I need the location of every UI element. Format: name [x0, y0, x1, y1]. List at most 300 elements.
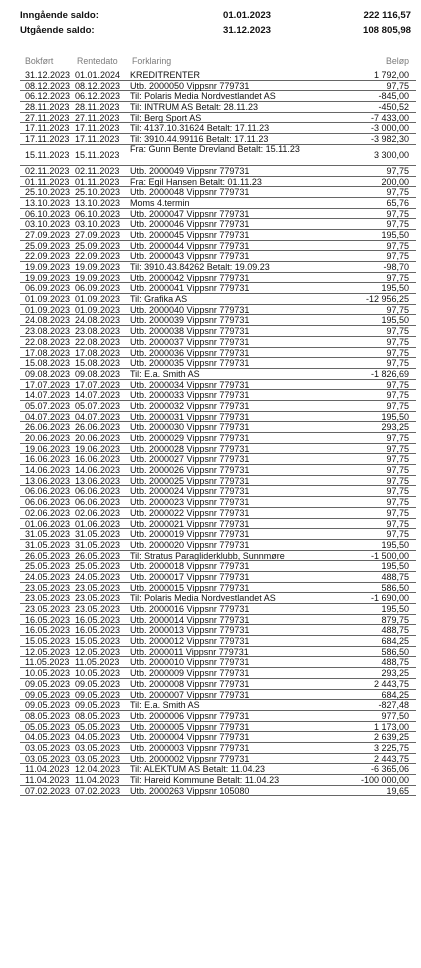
description: Utb. 2000032 Vippsnr 779731 [130, 400, 250, 411]
booked-date: 06.06.2023 [25, 497, 71, 508]
table-row [20, 593, 416, 604]
booked-date: 15.11.2023 [25, 149, 70, 160]
booked-date: 31.05.2023 [25, 529, 71, 540]
description: Utb. 2000010 Vippsnr 779731 [130, 657, 250, 668]
table-row [20, 690, 416, 701]
description: Til: Berg Sport AS [130, 112, 202, 123]
booked-date: 03.05.2023 [25, 742, 71, 753]
description: Utb. 2000044 Vippsnr 779731 [130, 240, 250, 251]
table-row [20, 615, 416, 626]
amount: -1 690,00 [370, 593, 409, 604]
description: Utb. 2000048 Vippsnr 779731 [130, 187, 250, 198]
booked-date: 09.05.2023 [25, 689, 71, 700]
table-row [20, 294, 416, 305]
closing-balance-amount: 108 805,98 [362, 25, 411, 36]
interest-date: 01.09.2023 [75, 294, 121, 305]
closing-balance-row [20, 23, 416, 38]
amount: -845,00 [378, 91, 409, 102]
booked-date: 07.02.2023 [25, 785, 71, 796]
table-row [20, 561, 416, 572]
amount: 65,76 [386, 197, 409, 208]
amount: 1 792,00 [373, 70, 409, 80]
description: Utb. 2000046 Vippsnr 779731 [130, 219, 250, 230]
table-row [20, 743, 416, 754]
description: Utb. 2000039 Vippsnr 779731 [130, 315, 250, 326]
interest-date: 17.08.2023 [75, 347, 121, 358]
interest-date: 04.07.2023 [75, 411, 121, 422]
description: Til: 3910.44.99116 Betalt: 17.11.23 [130, 134, 269, 145]
booked-date: 27.11.2023 [25, 112, 70, 123]
description: Utb. 2000005 Vippsnr 779731 [130, 721, 250, 732]
amount: 586,50 [381, 582, 409, 593]
interest-date: 16.06.2023 [75, 454, 121, 465]
booked-date: 23.05.2023 [25, 593, 71, 604]
amount: 97,75 [386, 454, 409, 465]
amount: 97,75 [386, 208, 409, 219]
description: Utb. 2000042 Vippsnr 779731 [130, 272, 250, 283]
table-row [20, 486, 416, 497]
table-row [20, 134, 416, 145]
interest-date: 20.06.2023 [75, 433, 121, 443]
booked-date: 23.08.2023 [25, 326, 71, 337]
booked-date: 17.08.2023 [25, 347, 71, 358]
booked-date: 06.06.2023 [25, 486, 71, 497]
description: Utb. 2000036 Vippsnr 779731 [130, 347, 250, 358]
amount: 97,75 [386, 486, 409, 497]
interest-date: 13.10.2023 [75, 197, 121, 208]
description: Utb. 2000002 Vippsnr 779731 [130, 753, 250, 764]
interest-date: 25.10.2023 [75, 187, 121, 198]
amount: -6 365,06 [370, 764, 409, 775]
table-row [20, 166, 416, 177]
amount: 97,75 [386, 358, 409, 369]
table-row [20, 497, 416, 508]
amount: 879,75 [381, 614, 409, 625]
table-row [20, 786, 416, 797]
description: Utb. 2000022 Vippsnr 779731 [130, 507, 250, 518]
opening-balance-amount: 222 116,57 [363, 10, 411, 21]
amount: -98,70 [383, 262, 409, 272]
amount: 97,75 [386, 400, 409, 411]
table-row [20, 433, 416, 444]
interest-date: 06.06.2023 [75, 497, 121, 508]
interest-date: 03.10.2023 [75, 219, 121, 230]
column-header-amount: Beløp [386, 56, 409, 66]
amount: -100 000,00 [360, 775, 409, 785]
description: Til: 3910.43.84262 Betalt: 19.09.23 [130, 262, 270, 272]
booked-date: 26.05.2023 [25, 550, 71, 561]
column-header-description: Forklaring [132, 56, 172, 66]
table-row [20, 209, 416, 220]
description: Utb. 2000019 Vippsnr 779731 [130, 529, 250, 540]
booked-date: 16.06.2023 [25, 454, 71, 465]
table-row [20, 679, 416, 690]
booked-date: 14.07.2023 [25, 390, 71, 401]
description: Til: Polaris Media Nordvestlandet AS [130, 593, 276, 604]
table-row [20, 326, 416, 337]
interest-date: 25.05.2023 [75, 561, 121, 572]
amount: 195,50 [381, 283, 409, 294]
column-header-booked: Bokført [25, 56, 54, 66]
interest-date: 11.05.2023 [75, 657, 120, 668]
amount: -12 956,25 [365, 294, 409, 305]
description: Utb. 2000011 Vippsnr 779731 [130, 646, 249, 657]
interest-date: 19.06.2023 [75, 443, 121, 454]
interest-date: 19.09.2023 [75, 262, 121, 272]
booked-date: 03.05.2023 [25, 753, 71, 764]
amount: 200,00 [381, 176, 409, 187]
table-row [20, 636, 416, 647]
description: Utb. 2000024 Vippsnr 779731 [130, 486, 250, 497]
description: Utb. 2000013 Vippsnr 779731 [130, 625, 250, 636]
table-row [20, 551, 416, 562]
interest-date: 16.05.2023 [75, 625, 121, 636]
table-row [20, 508, 416, 519]
interest-date: 05.07.2023 [75, 400, 121, 411]
table-row [20, 273, 416, 284]
description: Til: E.a. Smith AS [130, 700, 200, 711]
interest-date: 02.06.2023 [75, 507, 121, 518]
booked-date: 06.10.2023 [25, 208, 71, 219]
amount: 97,75 [386, 187, 409, 198]
description: Utb. 2000003 Vippsnr 779731 [130, 742, 250, 753]
column-header-interest-date: Rentedato [77, 56, 118, 66]
interest-date: 03.05.2023 [75, 742, 121, 753]
table-row [20, 572, 416, 583]
description: Utb. 2000027 Vippsnr 779731 [130, 454, 250, 465]
amount: -827,48 [378, 700, 409, 711]
amount: -1 500,00 [370, 550, 409, 561]
amount: 19,65 [386, 785, 409, 796]
interest-date: 11.04.2023 [75, 775, 120, 785]
interest-date: 23.05.2023 [75, 582, 121, 593]
table-row [20, 583, 416, 594]
description: Til: Hareid Kommune Betalt: 11.04.23 [130, 775, 280, 785]
table-row [20, 369, 416, 380]
balance-summary [20, 8, 416, 38]
booked-date: 13.06.2023 [25, 475, 71, 486]
description: Til: Polaris Media Nordvestlandet AS [130, 91, 276, 102]
booked-date: 23.05.2023 [25, 604, 71, 614]
booked-date: 19.09.2023 [25, 272, 71, 283]
booked-date: 23.05.2023 [25, 582, 71, 593]
table-row [20, 102, 416, 113]
description: Utb. 2000045 Vippsnr 779731 [130, 229, 250, 240]
amount: 195,50 [381, 539, 409, 550]
amount: 97,75 [386, 347, 409, 358]
amount: 195,50 [381, 411, 409, 422]
interest-date: 01.06.2023 [75, 518, 121, 529]
table-row [20, 711, 416, 722]
booked-date: 19.09.2023 [25, 262, 71, 272]
booked-date: 24.05.2023 [25, 571, 71, 582]
description: Utb. 2000028 Vippsnr 779731 [130, 443, 250, 454]
amount: 195,50 [381, 315, 409, 326]
interest-date: 23.05.2023 [75, 604, 121, 614]
description: Til: 4137.10.31624 Betalt: 17.11.23 [130, 123, 270, 134]
booked-date: 24.08.2023 [25, 315, 71, 326]
description: Utb. 2000029 Vippsnr 779731 [130, 433, 250, 443]
amount: 684,25 [381, 636, 409, 647]
booked-date: 12.05.2023 [25, 646, 71, 657]
description: Utb. 2000263 Vippsnr 105080 [130, 785, 250, 796]
interest-date: 17.11.2023 [75, 123, 120, 134]
interest-date: 31.05.2023 [75, 529, 121, 540]
booked-date: 22.08.2023 [25, 336, 71, 347]
table-row [20, 241, 416, 252]
amount: 97,75 [386, 336, 409, 347]
interest-date: 06.12.2023 [75, 91, 121, 102]
amount: 97,75 [386, 219, 409, 230]
amount: 195,50 [381, 561, 409, 572]
booked-date: 25.10.2023 [25, 187, 71, 198]
table-row [20, 262, 416, 273]
table-row [20, 657, 416, 668]
description: Utb. 2000020 Vippsnr 779731 [130, 539, 250, 550]
amount: 97,75 [386, 390, 409, 401]
description: Utb. 2000030 Vippsnr 779731 [130, 422, 250, 433]
booked-date: 19.06.2023 [25, 443, 71, 454]
amount: 97,75 [386, 251, 409, 262]
table-row [20, 348, 416, 359]
amount: 97,75 [386, 529, 409, 540]
description: Utb. 2000016 Vippsnr 779731 [130, 604, 250, 614]
description: Utb. 2000012 Vippsnr 779731 [130, 636, 250, 647]
interest-date: 16.05.2023 [75, 614, 121, 625]
table-row [20, 177, 416, 188]
booked-date: 17.11.2023 [25, 134, 70, 145]
description: Fra: Egil Hansen Betalt: 01.11.23 [130, 176, 262, 187]
table-row [20, 198, 416, 209]
booked-date: 25.05.2023 [25, 561, 71, 572]
amount: 97,75 [386, 507, 409, 518]
interest-date: 01.11.2023 [75, 176, 120, 187]
interest-date: 09.05.2023 [75, 689, 121, 700]
description: Utb. 2000033 Vippsnr 779731 [130, 390, 250, 401]
table-row [20, 380, 416, 391]
interest-date: 06.10.2023 [75, 208, 121, 219]
table-row [20, 337, 416, 348]
booked-date: 04.05.2023 [25, 732, 71, 743]
description: Utb. 2000006 Vippsnr 779731 [130, 710, 250, 721]
amount: 2 443,75 [373, 753, 409, 764]
interest-date: 01.09.2023 [75, 304, 121, 315]
amount: 97,75 [386, 497, 409, 508]
description: Utb. 2000037 Vippsnr 779731 [130, 336, 250, 347]
table-row [20, 230, 416, 241]
table-row [20, 700, 416, 711]
amount: 97,75 [386, 326, 409, 337]
amount: 2 443,75 [373, 678, 409, 689]
booked-date: 13.10.2023 [25, 197, 71, 208]
amount: 97,75 [386, 433, 409, 443]
description: Utb. 2000026 Vippsnr 779731 [130, 465, 250, 476]
booked-date: 15.05.2023 [25, 636, 71, 647]
booked-date: 28.11.2023 [25, 102, 70, 113]
table-row [20, 754, 416, 765]
closing-balance-date: 31.12.2023 [223, 25, 272, 36]
description: Til: INTRUM AS Betalt: 28.11.23 [130, 102, 259, 113]
amount: 97,75 [386, 475, 409, 486]
table-row [20, 113, 416, 124]
booked-date: 04.07.2023 [25, 411, 71, 422]
interest-date: 27.09.2023 [75, 229, 121, 240]
booked-date: 09.05.2023 [25, 678, 71, 689]
opening-balance-date: 01.01.2023 [223, 10, 272, 21]
interest-date: 24.08.2023 [75, 315, 121, 326]
booked-date: 03.10.2023 [25, 219, 71, 230]
table-row [20, 123, 416, 134]
amount: 97,75 [386, 272, 409, 283]
interest-date: 13.06.2023 [75, 475, 121, 486]
booked-date: 17.11.2023 [25, 123, 70, 134]
amount: 195,50 [381, 229, 409, 240]
table-row [20, 187, 416, 198]
interest-date: 08.05.2023 [75, 710, 121, 721]
interest-date: 01.01.2024 [75, 70, 121, 80]
table-row [20, 540, 416, 551]
amount: 293,25 [381, 422, 409, 433]
interest-date: 15.08.2023 [75, 358, 121, 369]
table-row [20, 604, 416, 615]
booked-date: 25.09.2023 [25, 240, 71, 251]
closing-balance-label: Utgående saldo: [20, 25, 95, 36]
booked-date: 16.05.2023 [25, 614, 71, 625]
interest-date: 03.05.2023 [75, 753, 121, 764]
interest-date: 08.12.2023 [75, 80, 121, 91]
amount: 97,75 [386, 518, 409, 529]
amount: 293,25 [381, 668, 409, 679]
booked-date: 16.05.2023 [25, 625, 71, 636]
table-row [20, 519, 416, 530]
booked-date: 08.05.2023 [25, 710, 71, 721]
transaction-table [20, 70, 416, 796]
interest-date: 15.05.2023 [75, 636, 121, 647]
amount: 2 639,25 [373, 732, 409, 743]
description: Utb. 2000043 Vippsnr 779731 [130, 251, 250, 262]
amount: -7 433,00 [370, 112, 409, 123]
amount: -3 000,00 [370, 123, 409, 134]
description: Utb. 2000031 Vippsnr 779731 [130, 411, 250, 422]
interest-date: 17.11.2023 [75, 134, 120, 145]
table-row [20, 775, 416, 786]
interest-date: 09.05.2023 [75, 700, 121, 711]
booked-date: 31.05.2023 [25, 539, 71, 550]
interest-date: 23.08.2023 [75, 326, 121, 337]
interest-date: 06.06.2023 [75, 486, 121, 497]
booked-date: 27.09.2023 [25, 229, 71, 240]
booked-date: 06.12.2023 [25, 91, 71, 102]
booked-date: 17.07.2023 [25, 379, 71, 390]
booked-date: 09.05.2023 [25, 700, 71, 711]
amount: 97,75 [386, 240, 409, 251]
amount: 97,75 [386, 165, 409, 176]
table-row [20, 412, 416, 423]
booked-date: 01.11.2023 [25, 176, 70, 187]
amount: 977,50 [381, 710, 409, 721]
table-row [20, 70, 416, 81]
table-row [20, 81, 416, 92]
amount: 488,75 [381, 657, 409, 668]
amount: -450,52 [378, 102, 409, 113]
table-row [20, 315, 416, 326]
booked-date: 01.06.2023 [25, 518, 71, 529]
booked-date: 06.09.2023 [25, 283, 71, 294]
table-row [20, 305, 416, 316]
table-row [20, 358, 416, 369]
booked-date: 11.04.2023 [25, 775, 70, 785]
interest-date: 23.05.2023 [75, 593, 121, 604]
amount: 488,75 [381, 571, 409, 582]
amount: 97,75 [386, 304, 409, 315]
description: Til: ALEKTUM AS Betalt: 11.04.23 [130, 764, 266, 775]
table-row [20, 219, 416, 230]
booked-date: 05.07.2023 [25, 400, 71, 411]
description: Til: E.a. Smith AS [130, 368, 200, 379]
table-row [20, 422, 416, 433]
description: Utb. 2000041 Vippsnr 779731 [130, 283, 250, 294]
opening-balance-row [20, 8, 416, 23]
interest-date: 26.06.2023 [75, 422, 121, 433]
table-row [20, 91, 416, 102]
booked-date: 20.06.2023 [25, 433, 71, 443]
description: Utb. 2000007 Vippsnr 779731 [130, 689, 250, 700]
interest-date: 31.05.2023 [75, 539, 121, 550]
booked-date: 26.06.2023 [25, 422, 71, 433]
table-row [20, 732, 416, 743]
description: Utb. 2000018 Vippsnr 779731 [130, 561, 250, 572]
booked-date: 01.09.2023 [25, 294, 71, 305]
amount: 3 300,00 [373, 149, 409, 160]
description: Utb. 2000047 Vippsnr 779731 [130, 208, 250, 219]
description: Utb. 2000021 Vippsnr 779731 [130, 518, 250, 529]
table-row [20, 476, 416, 487]
description: Til: Grafika AS [130, 294, 188, 305]
interest-date: 06.09.2023 [75, 283, 121, 294]
booked-date: 11.05.2023 [25, 657, 70, 668]
description: Utb. 2000004 Vippsnr 779731 [130, 732, 250, 743]
interest-date: 12.05.2023 [75, 646, 121, 657]
description: Til: Stratus Paragliderklubb, Sunnmøre [130, 550, 285, 561]
table-row [20, 722, 416, 733]
amount: 3 225,75 [373, 742, 409, 753]
interest-date: 09.08.2023 [75, 368, 121, 379]
interest-date: 26.05.2023 [75, 550, 121, 561]
interest-date: 14.06.2023 [75, 465, 121, 476]
interest-date: 07.02.2023 [75, 785, 121, 796]
table-row [20, 444, 416, 455]
booked-date: 15.08.2023 [25, 358, 71, 369]
interest-date: 05.05.2023 [75, 721, 121, 732]
description: Fra: Gunn Bente Drevland Betalt: 15.11.23 [130, 144, 300, 154]
description: Utb. 2000050 Vippsnr 779731 [130, 80, 250, 91]
interest-date: 28.11.2023 [75, 102, 120, 113]
booked-date: 10.05.2023 [25, 668, 71, 679]
interest-date: 22.08.2023 [75, 336, 121, 347]
interest-date: 02.11.2023 [75, 165, 120, 176]
table-row [20, 283, 416, 294]
booked-date: 31.12.2023 [25, 70, 71, 80]
amount: 586,50 [381, 646, 409, 657]
amount: 97,75 [386, 80, 409, 91]
table-row [20, 465, 416, 476]
interest-date: 19.09.2023 [75, 272, 121, 283]
interest-date: 25.09.2023 [75, 240, 121, 251]
amount: 1 173,00 [373, 721, 409, 732]
table-row [20, 529, 416, 540]
description: Utb. 2000040 Vippsnr 779731 [130, 304, 250, 315]
description: Utb. 2000009 Vippsnr 779731 [130, 668, 250, 679]
